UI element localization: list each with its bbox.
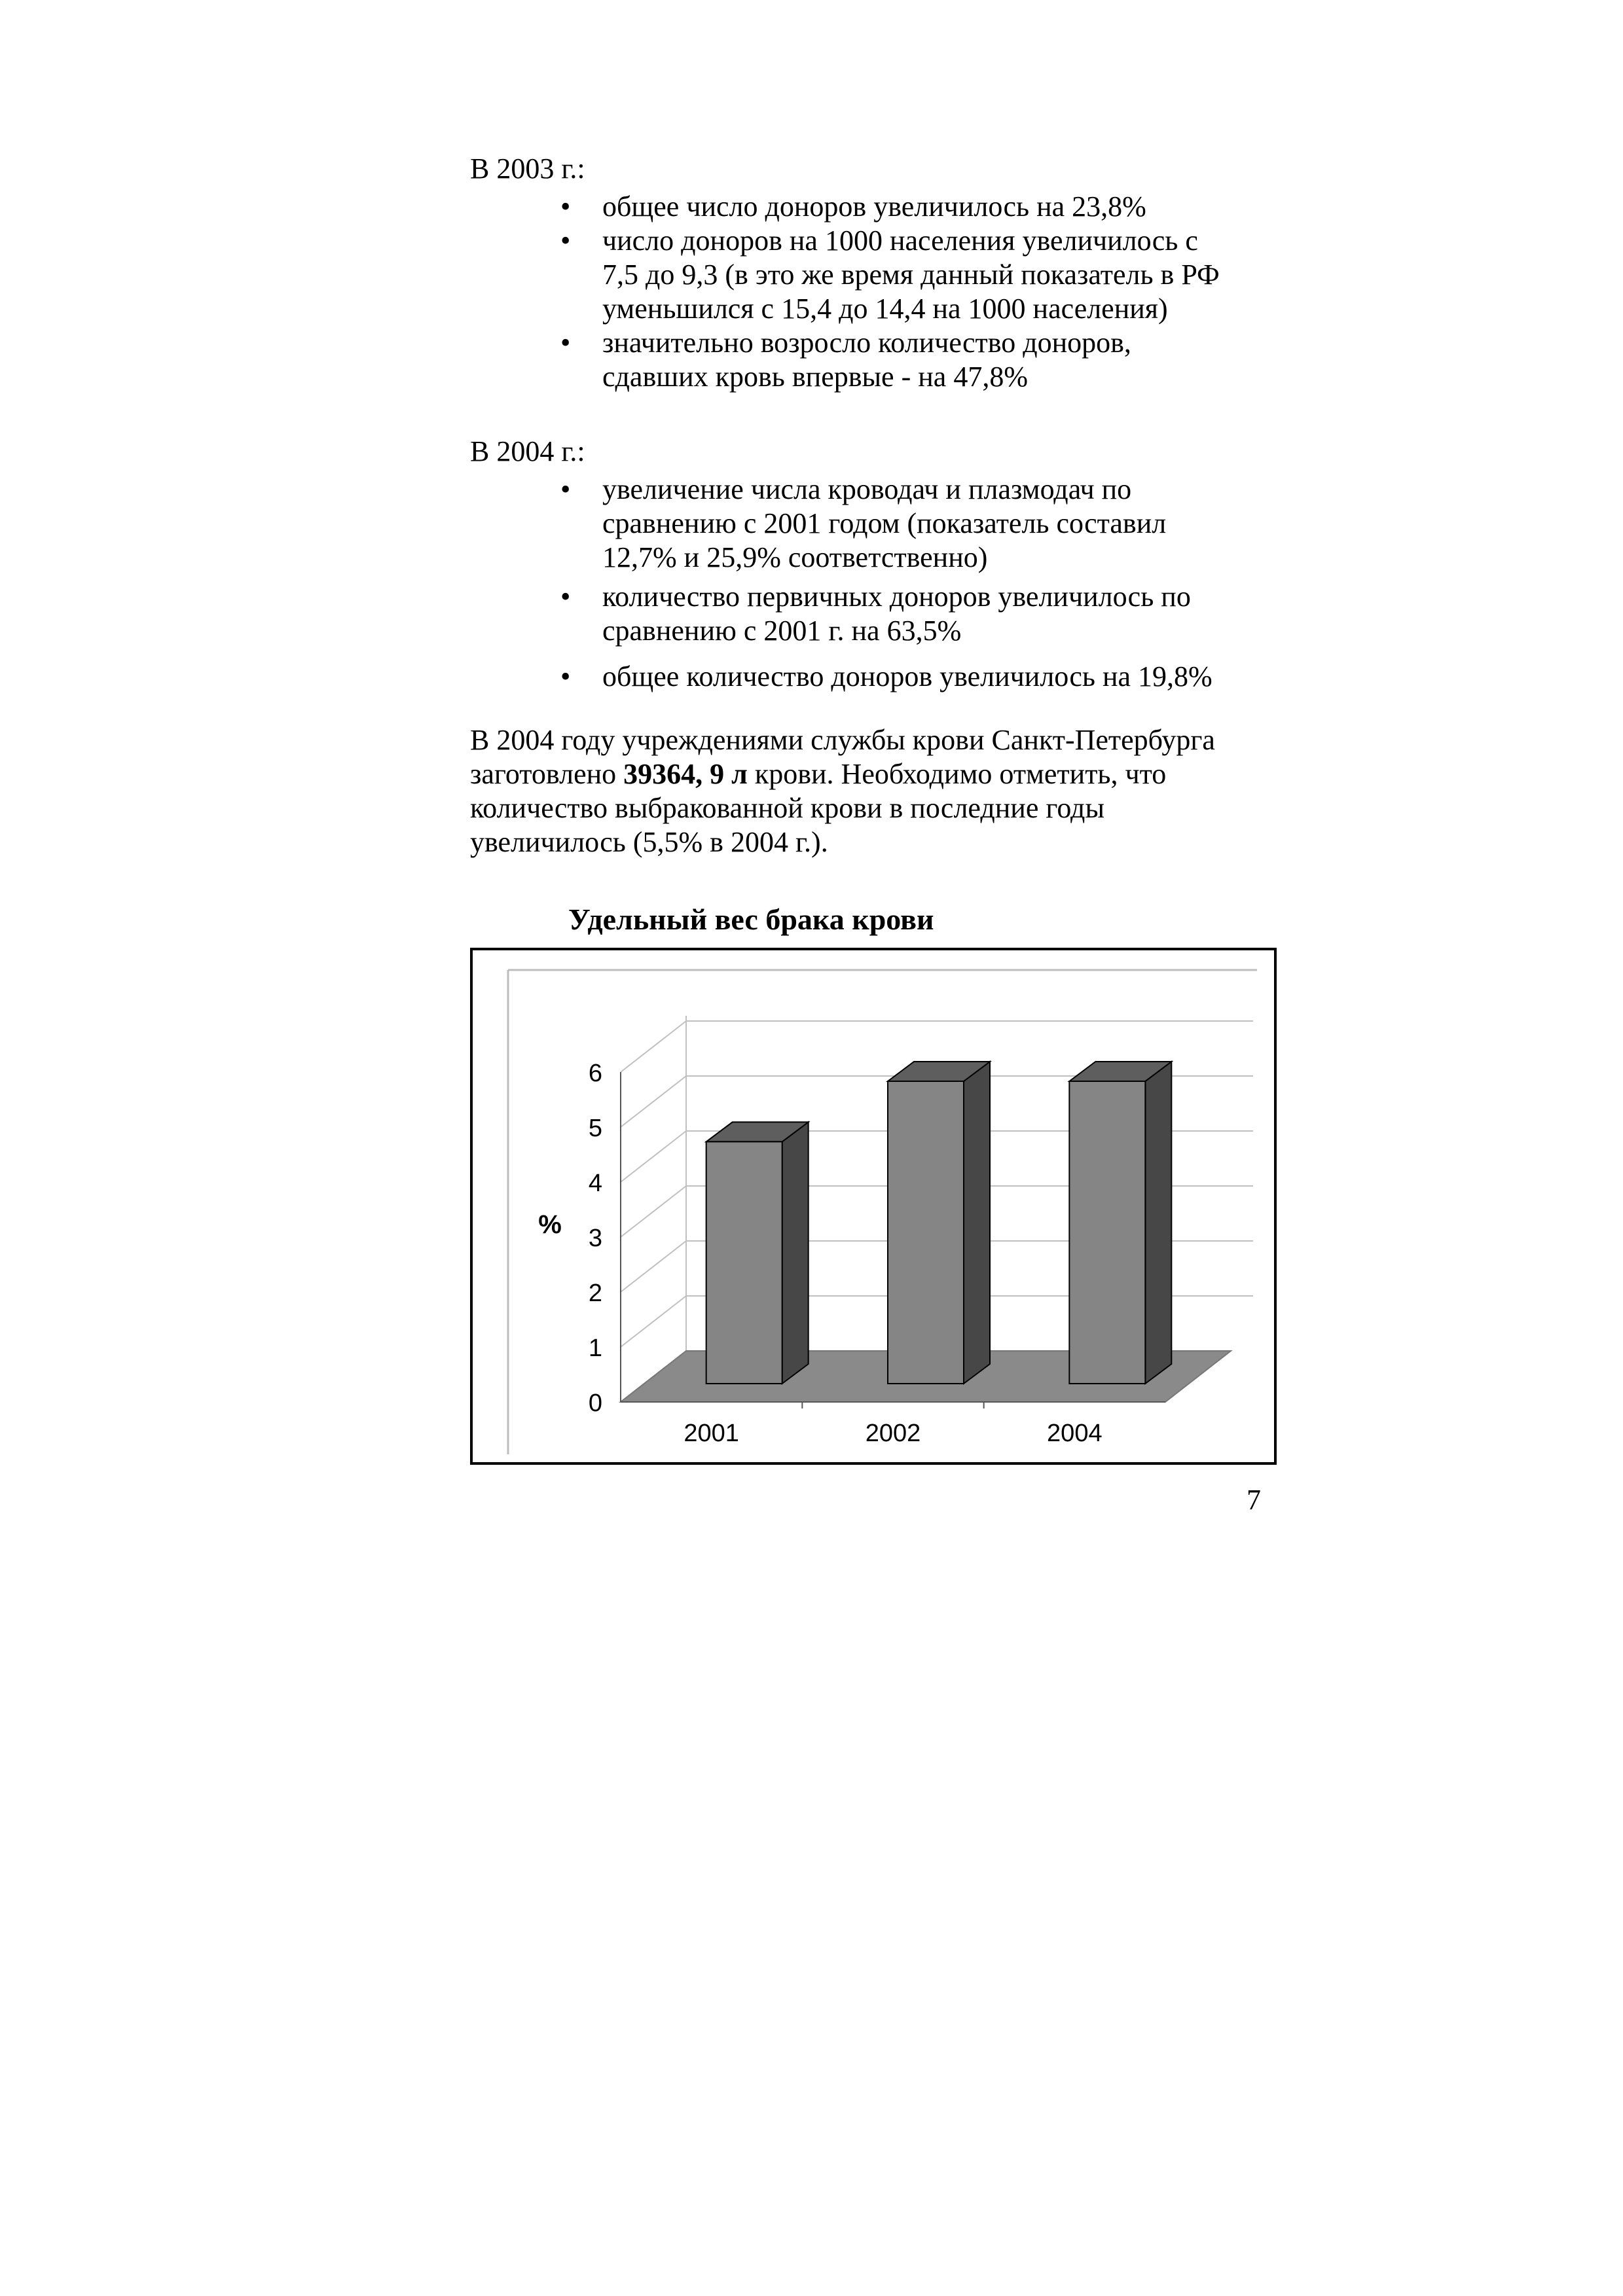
y-tick-label: 3 — [588, 1225, 602, 1252]
bullet-icon: • — [560, 190, 571, 223]
list-item: • общее количество доноров увеличилось на 19,8% — [560, 660, 1213, 692]
blood-volume-value: 39364, 9 л — [623, 758, 748, 790]
x-tick-label: 2002 — [865, 1420, 921, 1447]
bar-2004 — [1069, 1081, 1145, 1384]
bar-2002 — [888, 1081, 964, 1384]
y-tick-label: 2 — [588, 1280, 602, 1307]
chart-frame — [470, 948, 1277, 1465]
x-tick-label: 2004 — [1047, 1420, 1103, 1447]
section-2004-list — [537, 473, 1213, 694]
paragraph-line-3: количество выбракованной крови в последние годы — [470, 792, 1105, 824]
y-tick-label: 5 — [588, 1115, 602, 1142]
section-2004-heading: В 2004 г.: — [470, 435, 585, 467]
bar-chart — [473, 950, 1274, 1462]
gridline-depth — [621, 1186, 686, 1237]
bar-2001 — [706, 1141, 782, 1384]
bullet-icon: • — [560, 660, 571, 692]
gridline-depth — [621, 1241, 686, 1292]
gridline-depth — [621, 1076, 686, 1127]
page-number: 7 — [1247, 1484, 1261, 1516]
gridline-depth — [621, 1131, 686, 1182]
paragraph-line-2: заготовлено 39364, 9 л крови. Необходимо отметить, что — [470, 758, 1167, 790]
y-tick-label: 6 — [588, 1060, 602, 1087]
y-tick-label: 1 — [588, 1335, 602, 1362]
gridline-depth — [621, 1021, 686, 1072]
paragraph-line-4: увеличилось (5,5% в 2004 г.). — [470, 826, 828, 858]
bar-side-2002 — [964, 1062, 990, 1384]
section-2003-list — [537, 190, 1220, 394]
bar-side-2004 — [1145, 1062, 1171, 1384]
bullet-icon: • — [560, 581, 571, 613]
y-tick-label: 4 — [588, 1170, 602, 1197]
y-tick-label: 0 — [588, 1390, 602, 1417]
list-item: • общее число доноров увеличилось на 23,8% — [560, 190, 1146, 223]
list-item: • количество первичных доноров увеличилось по сравнению с 2001 г. на 63,5% — [560, 581, 1191, 647]
list-item: • значительно возросло количество доноров, сдавших кровь впервые - на 47,8% — [560, 327, 1131, 393]
y-axis-label: % — [538, 1210, 562, 1239]
x-tick-label: 2001 — [684, 1420, 739, 1447]
list-item: • число доноров на 1000 населения увеличилось с 7,5 до 9,3 (в это же время данный показатель в РФ уменьшился с 15,4 до 14,4 на 1000 населения) — [560, 224, 1220, 325]
paragraph-line-1: В 2004 году учреждениями службы крови Санкт-Петербурга — [470, 724, 1215, 756]
chart-title: Удельный вес брака крови — [568, 903, 934, 936]
section-2003-heading: В 2003 г.: — [470, 152, 585, 185]
bullet-icon: • — [560, 224, 571, 257]
list-item: • увеличение числа кроводач и плазмодач по сравнению с 2001 годом (показатель составил 12,7% и 25,9% соответственно) — [560, 473, 1167, 573]
summary-paragraph — [470, 723, 1215, 859]
bullet-icon: • — [560, 327, 571, 359]
bar-side-2001 — [782, 1122, 809, 1384]
gridline-depth — [621, 1296, 686, 1347]
bullet-icon: • — [560, 473, 571, 505]
